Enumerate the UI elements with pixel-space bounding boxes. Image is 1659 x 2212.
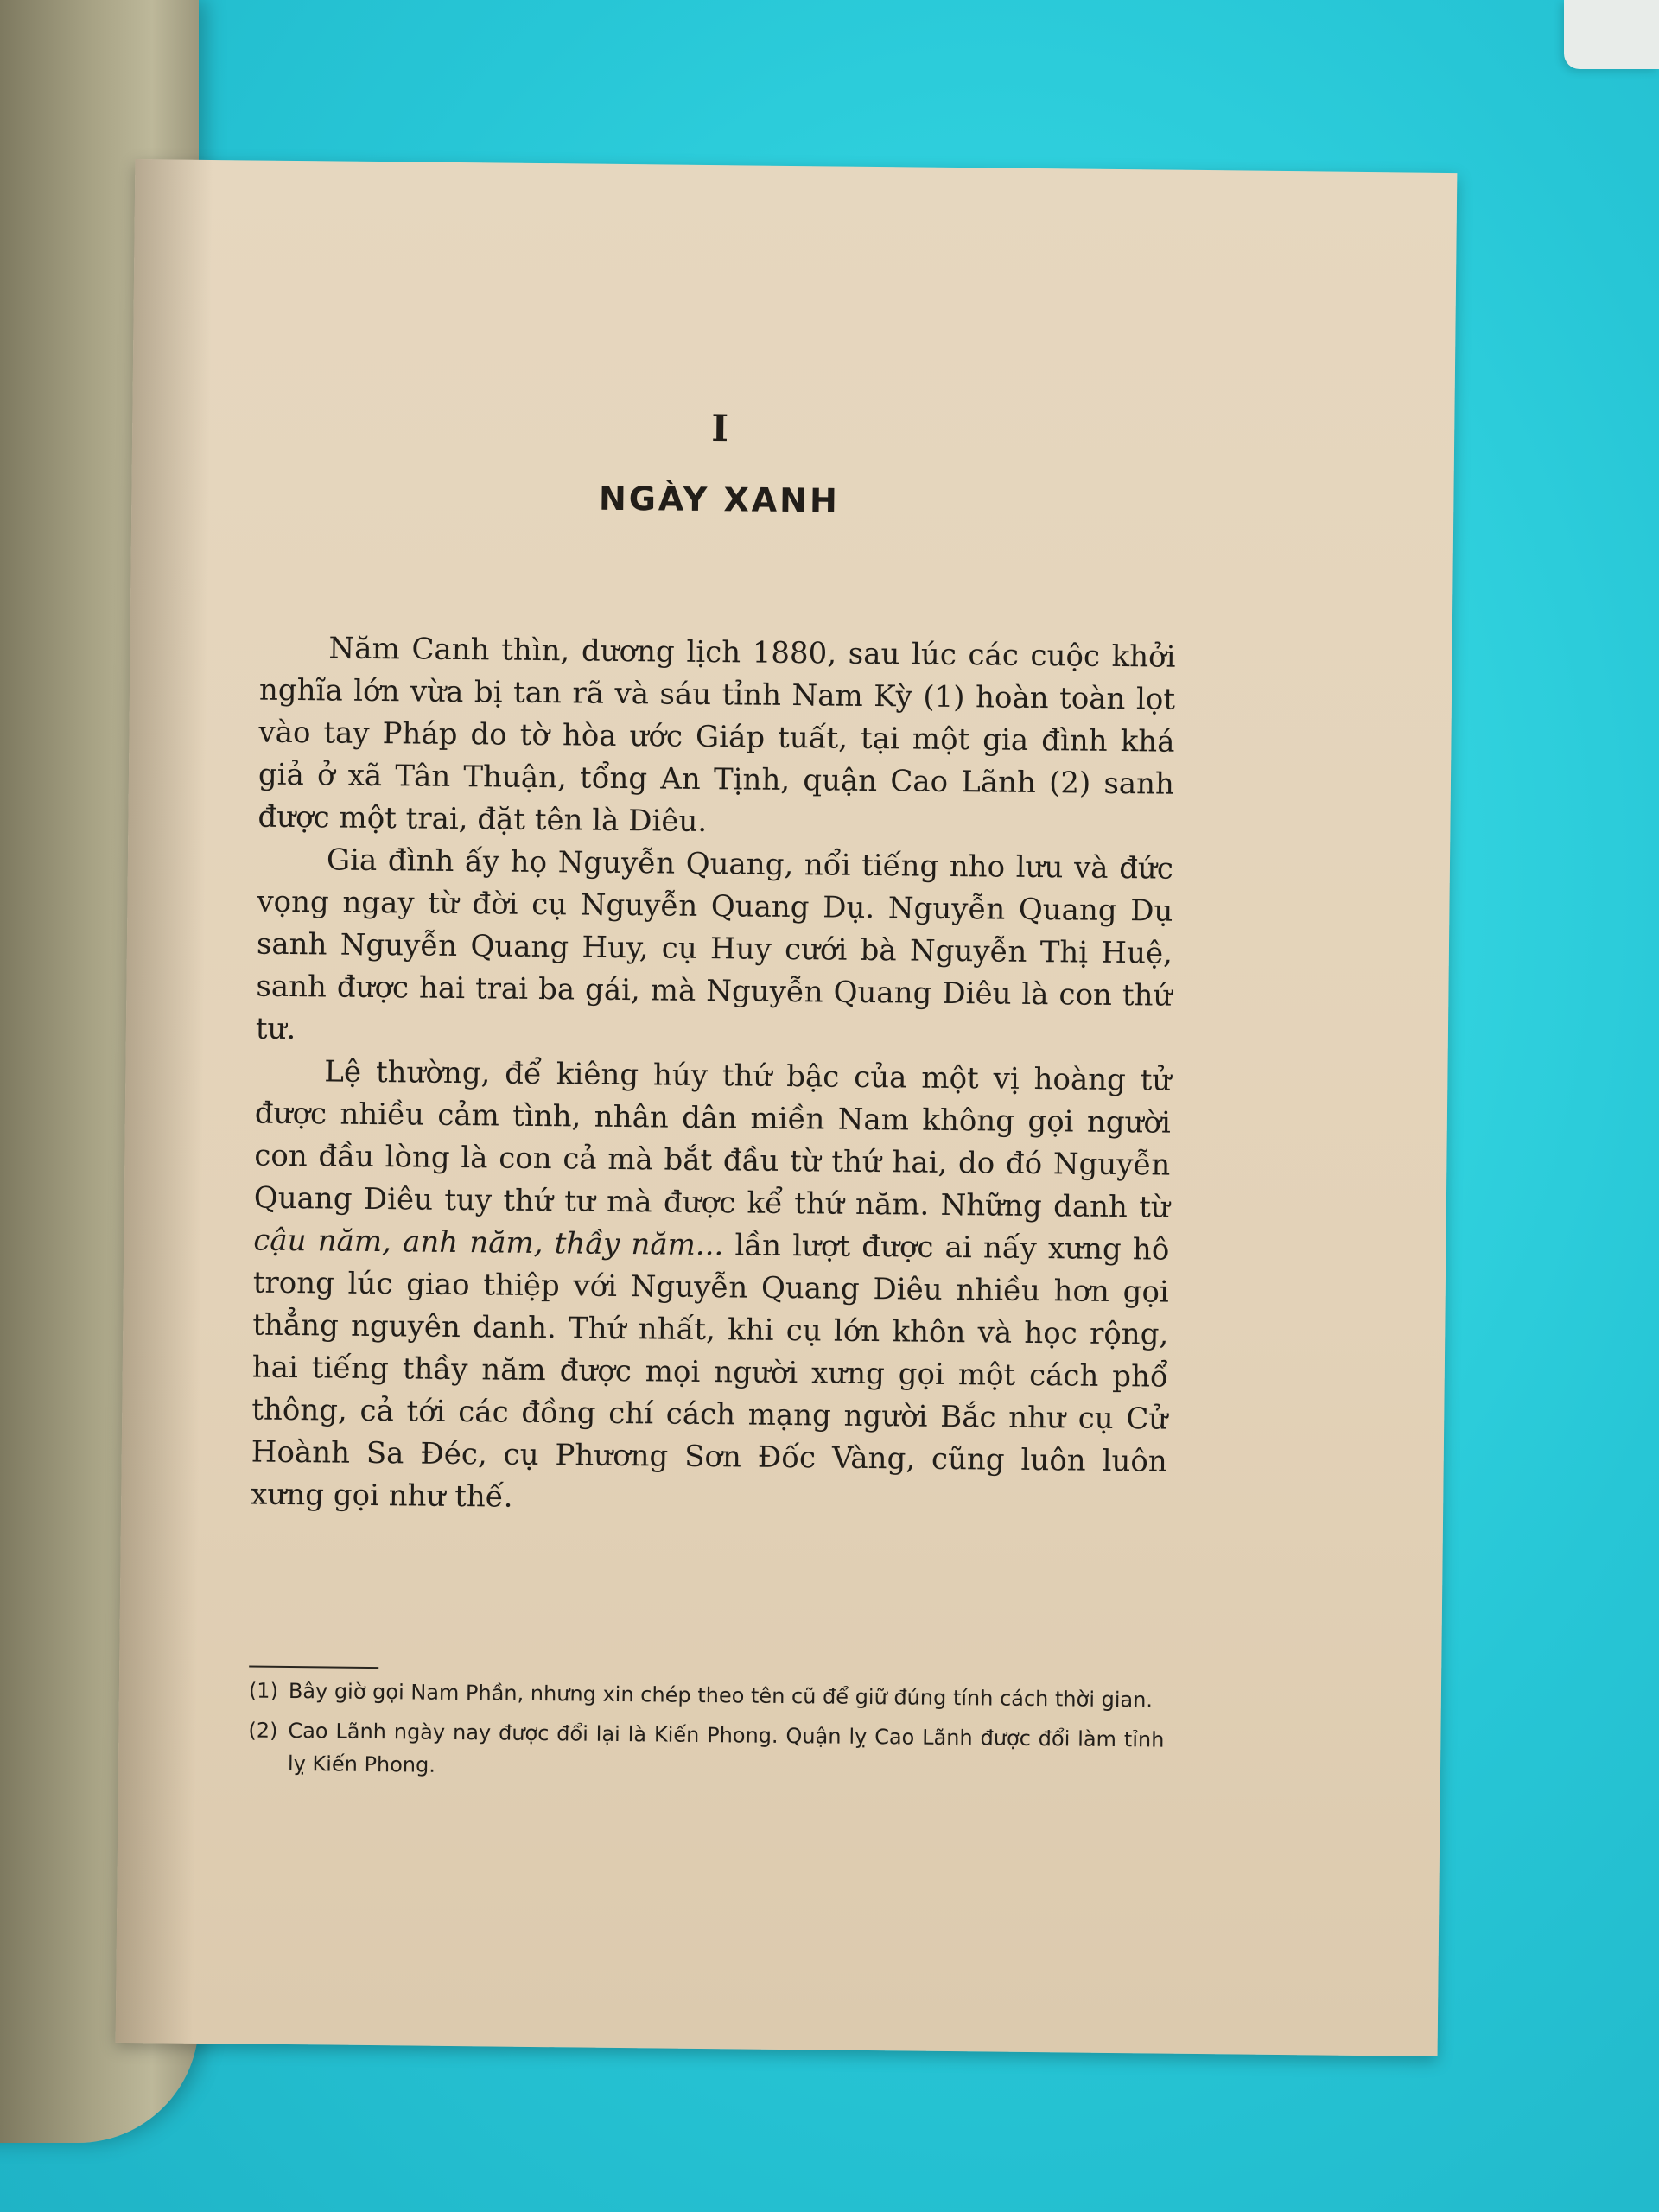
paragraph-2: Gia đình ấy họ Nguyễn Quang, nổi tiếng nho lưu và đức vọng ngay từ đời cụ Nguyễn Quang Dụ. Nguyễn Quang Dụ sanh Nguyễn Quang Huy, cụ Huy cưới bà Nguyễn Thị Huệ, sanh được hai trai ba gái, mà Nguyễn Quang Diêu là con thứ tư. (255, 842, 1174, 1047)
footnote-divider (249, 1666, 378, 1669)
chapter-number: I (711, 407, 729, 450)
paragraph-3-italic: cậu năm, anh năm, thầy năm... (253, 1223, 724, 1263)
paragraph-1: Năm Canh thìn, dương lịch 1880, sau lúc các cuộc khởi nghĩa lớn vừa bị tan rã và sáu tỉnh Nam Kỳ (1) hoàn toàn lọt vào tay Pháp do tờ hòa ước Giáp tuất, tại một gia đình khá giả ở xã Tân Thuận, tổng An Tịnh, quận Cao Lãnh (2) sanh được một trai, đặt tên là Diêu. (257, 631, 1176, 840)
footnotes (248, 1675, 1165, 1796)
book-page (116, 159, 1458, 2056)
page-text-block (248, 161, 1180, 1777)
footnote-1 (249, 1675, 1165, 1717)
paragraph-3-text-a: Lệ thường, để kiêng húy thứ bậc của một vị hoàng tử được nhiều cảm tình, nhân dân miền Nam không gọi người con đầu lòng là con cả mà bắt đầu từ thứ hai, do đó Nguyễn Quang Diêu tuy thứ tư mà được kể thứ năm. Những danh từ (253, 1054, 1172, 1225)
paragraph-3 (251, 1051, 1172, 1526)
paragraph-3-text-b: lần lượt được ai nấy xưng hô trong lúc giao thiệp với Nguyễn Quang Diêu nhiều hơn gọi thẳng nguyên danh. Thứ nhất, khi cụ lớn khôn và học rộng, hai tiếng thầy năm được mọi người xưng gọi một cách phổ thông, cả tới các đồng chí cách mạng người Bắc như cụ Cử Hoành Sa Đéc, cụ Phương Sơn Đốc Vàng, cũng luôn luôn xưng gọi như thế. (251, 1228, 1170, 1515)
footnote-2 (248, 1714, 1165, 1789)
footnote-2-mark: (2) (248, 1718, 278, 1743)
footnote-1-text: Bây giờ gọi Nam Phần, nhưng xin chép theo tên cũ để giữ đúng tính cách thời gian. (288, 1679, 1154, 1713)
footnote-2-text: Cao Lãnh ngày nay được đổi lại là Kiến Phong. Quận lỵ Cao Lãnh được đổi làm tỉnh lỵ Kiến Phong. (287, 1719, 1165, 1777)
chapter-title: NGÀY XANH (598, 479, 840, 520)
footnote-1-mark: (1) (248, 1678, 279, 1703)
body-text (251, 627, 1176, 1526)
background-object (1564, 0, 1659, 69)
